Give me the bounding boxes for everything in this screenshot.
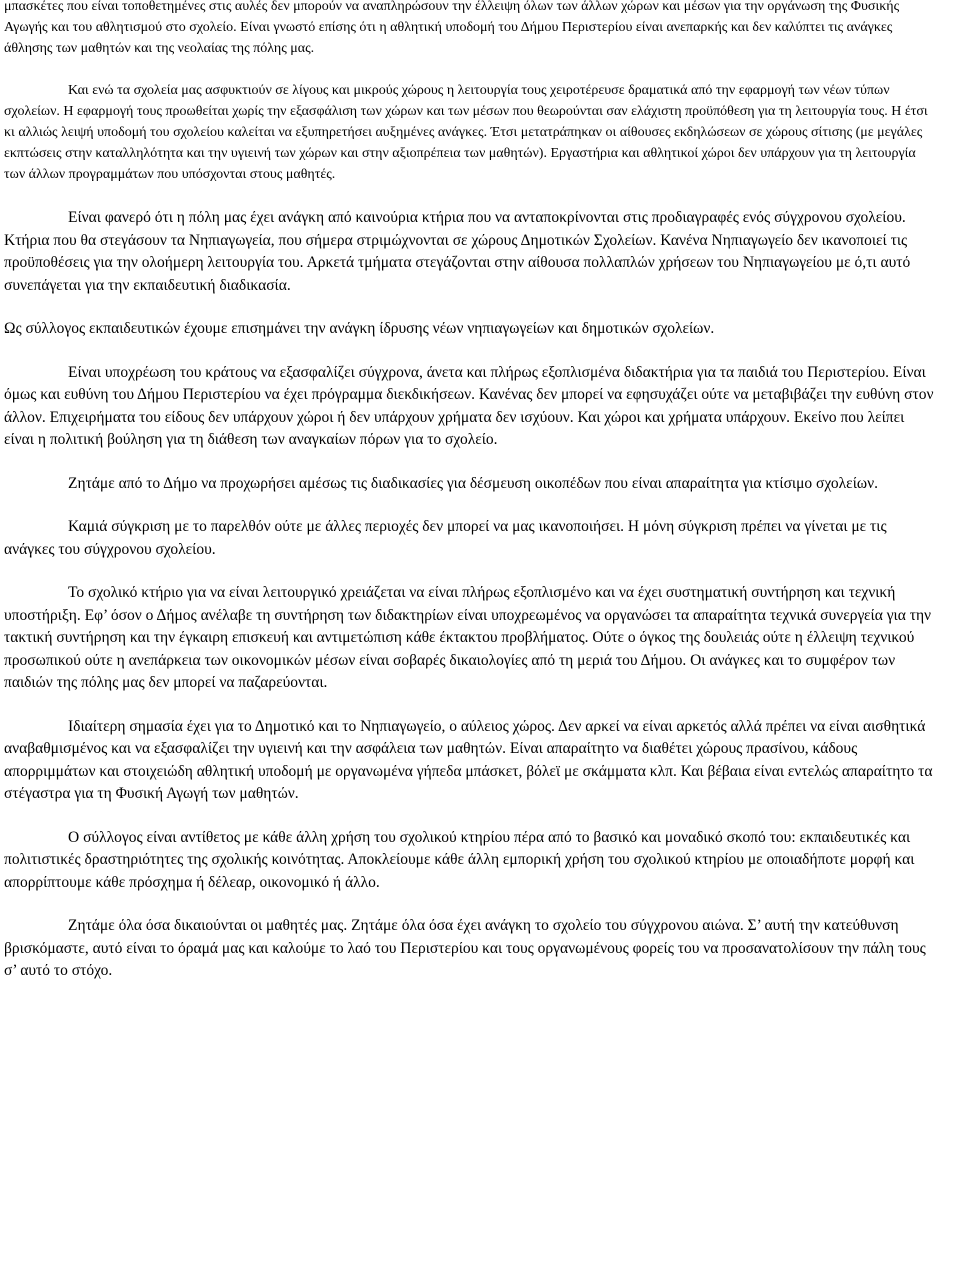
paragraph-8: Το σχολικό κτήριο για να είναι λειτουργικό χρειάζεται να είναι πλήρως εξοπλισμένο και να έχει συστηματική συντήρηση και τεχνική υποστήριξη. Εφ’ όσον ο Δήμος ανέλαβε τη συντήρηση των διδακτηρίων είναι υποχρεωμένος να οργανώσει τα απαραίτητα τεχνικά συνεργεία για την τακτική συντήρηση και την έγκαιρη επισκευή και αντιμετώπιση κάθε έκτακτου προβλήματος. Ούτε ο όγκος της δουλειάς ούτε η έλλειψη τεχνικού προσωπικού ούτε η ανεπάρκεια των οικονομικών μέσων είναι σοβαρές δικαιολογίες από τη μεριά του Δήμου. Οι ανάγκες και το συμφέρον των παιδιών της πόλης μας δεν μπορεί να παζαρεύονται.: [4, 584, 932, 691]
paragraph-4: Ως σύλλογος εκπαιδευτικών έχουμε επισημάνει την ανάγκη ίδρυσης νέων νηπιαγωγείων και δημοτικών σχολείων.: [4, 320, 715, 337]
paragraph-9: Ιδιαίτερη σημασία έχει για το Δημοτικό και το Νηπιαγωγείο, ο αύλειος χώρος. Δεν αρκεί να είναι αρκετός αλλά πρέπει να είναι αισθητικά αναβαθμισμένος και να εξασφαλίζει την υγιεινή και την ασφάλεια των μαθητών. Είναι απαραίτητο να διαθέτει χώρους πρασίνου, κάδους απορριμμάτων και στοιχειώδη αθλητική υποδομή με οργανωμένα γήπεδα μπάσκετ, βόλεϊ με σκάμματα κλπ. Και βέβαια είναι εντελώς απαραίτητο τα στέγαστρα για τη Φυσική Αγωγή των μαθητών.: [4, 717, 933, 802]
paragraph-1: μπασκέτες που είναι τοποθετημένες στις αυλές δεν μπορούν να αναπληρώσουν την έλλειψη όλων των άλλων χώρων και μέσων για την οργάνωση της Φυσικής Αγωγής και του αθλητισμού στο σχολείο. Είναι γνωστό επίσης ότι η αθλητική υποδομή του Δήμου Περιστερίου είναι ανεπαρκής και δεν καλύπτει τις ανάγκες άθλησης των μαθητών και της νεολαίας της πόλης μας.: [4, 0, 900, 56]
document-page: [4, 0, 934, 983]
paragraph-2: Και ενώ τα σχολεία μας ασφυκτιούν σε λίγους και μικρούς χώρους η λειτουργία τους χειροτέρευσε δραματικά από την εφαρμογή των νέων τύπων σχολείων. Η εφαρμογή τους προωθείται χωρίς την εξασφάλιση των χώρων και των μέσων που θεωρούνται σαν ελάχιστη προϋπόθεση για τη λειτουργία τους. Η έτσι κι αλλιώς λειψή υποδομή του σχολείου καλείται να εξυπηρετήσει αυξημένες ανάγκες. Έτσι μετατράπηκαν οι αίθουσες εκδηλώσεων σε χώρους σίτισης (με μεγάλες εκπτώσεις στην καταλληλότητα και την υγιεινή των χώρων και στην αξιοπρέπεια των μαθητών). Εργαστήρια και αθλητικοί χώροι δεν υπάρχουν για τη λειτουργία των άλλων προγραμμάτων που υπόσχονται στους μαθητές.: [4, 83, 928, 182]
paragraph-11: Ζητάμε όλα όσα δικαιούνται οι μαθητές μας. Ζητάμε όλα όσα έχει ανάγκη το σχολείο του σύγχρονου αιώνα. Σ’ αυτή την κατεύθυνση βρισκόμαστε, αυτό είναι το όραμά μας και καλούμε το λαό του Περιστερίου και τους οργανωμένους φορείς του να προσανατολίσουν την πάλη τους σ’ αυτό το στόχο.: [4, 917, 926, 979]
paragraph-6: Ζητάμε από το Δήμο να προχωρήσει αμέσως τις διαδικασίες για δέσμευση οικοπέδων που είναι απαραίτητα για κτίσιμο σχολείων.: [68, 474, 878, 492]
paragraph-10: Ο σύλλογος είναι αντίθετος με κάθε άλλη χρήση του σχολικού κτηρίου πέρα από το βασικό και μοναδικό σκοπό του: εκπαιδευτικές και πολιτιστικές δραστηριότητες της σχολικής κοινότητας. Αποκλείουμε κάθε άλλη εμπορική χρήση του σχολικού κτηρίου με οποιαδήποτε μορφή και απορρίπτουμε κάθε πρόσχημα ή δέλεαρ, οικονομικό ή άλλο.: [4, 828, 915, 891]
paragraph-3: Είναι φανερό ότι η πόλη μας έχει ανάγκη από καινούρια κτήρια που να ανταποκρίνονται στις προδιαγραφές ενός σύγχρονου σχολείου. Κτήρια που θα στεγάσουν τα Νηπιαγωγεία, που σήμερα στριμώχνονται σε χώρους Δημοτικών Σχολείων. Κανένα Νηπιαγωγείο δεν ικανοποιεί τις προϋποθέσεις για την ολοήμερη λειτουργία του. Αρκετά τμήματα στεγάζονται στην αίθουσα πολλαπλών χρήσεων του Νηπιαγωγείου με ό,τι αυτό συνεπάγεται για την εκπαιδευτική διαδικασία.: [4, 209, 911, 294]
paragraph-7: Καμιά σύγκριση με το παρελθόν ούτε με άλλες περιοχές δεν μπορεί να μας ικανοποιήσει. Η μόνη σύγκριση πρέπει να γίνεται με τις ανάγκες του σύγχρονου σχολείου.: [4, 518, 887, 558]
paragraph-5: Είναι υποχρέωση του κράτους να εξασφαλίζει σύγχρονα, άνετα και πλήρως εξοπλισμένα διδακτήρια για τα παιδιά του Περιστερίου. Είναι όμως και ευθύνη του Δήμου Περιστερίου να έχει πρόγραμμα διεκδικήσεων. Κανένας δεν μπορεί να εφησυχάζει ούτε να μεταβιβάζει την ευθύνη στον άλλον. Επιχειρήματα του είδους δεν υπάρχουν χώροι ή δεν υπάρχουν χρήματα δεν ισχύουν. Και χώροι και χρήματα υπάρχουν. Εκείνο που λείπει είναι η πολιτική βούληση για τη διάθεση των αναγκαίων πόρων για το σχολείο.: [4, 363, 934, 448]
